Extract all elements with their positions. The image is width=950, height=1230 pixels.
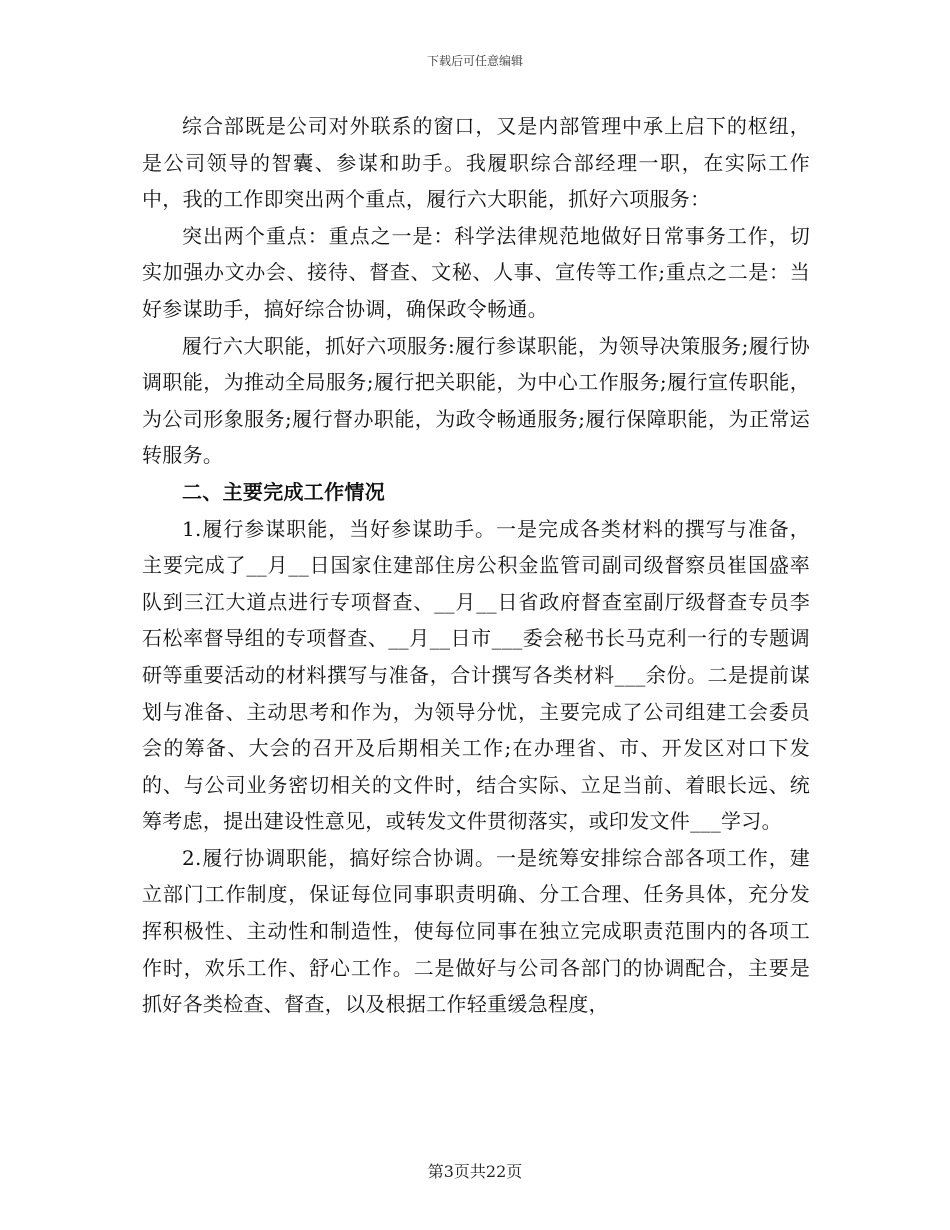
paragraph-item-2: 2.履行协调职能，搞好综合协调。一是统筹安排综合部各项工作，建立部门工作制度，保证每位同事职责明确、分工合理、任务具体，充分发挥积极性、主动性和制造性，使每位同事在独立完成职责范围内的各项工作时，欢乐工作、舒心工作。二是做好与公司各部门的协调配合，主要是抓好各类检查、督查，以及根据工作轻重缓急程度，: [142, 845, 810, 1017]
document-body: [142, 108, 810, 1023]
page-number: 第3页共22页: [427, 1162, 523, 1181]
paragraph-two-priorities: 突出两个重点：重点之一是：科学法律规范地做好日常事务工作，切实加强办文办会、接待、督查、文秘、人事、宣传等工作;重点之二是：当好参谋助手，搞好综合协调，确保政令畅通。: [142, 223, 810, 321]
paragraph-intro: 综合部既是公司对外联系的窗口，又是内部管理中承上启下的枢纽，是公司领导的智囊、参谋和助手。我履职综合部经理一职，在实际工作中，我的工作即突出两个重点，履行六大职能，抓好六项服务：: [142, 114, 810, 212]
paragraph-item-1: 1.履行参谋职能，当好参谋助手。一是完成各类材料的撰写与准备，主要完成了__月__日国家住建部住房公积金监管司副司级督察员崔国盛率队到三江大道点进行专项督查、__月__日省政府督查室副厅级督查专员李石松率督导组的专项督查、__月__日市___委会秘书长马克利一行的专题调研等重要活动的材料撰写与准备，合计撰写各类材料___余份。二是提前谋划与准备、主动思考和作为，为领导分忧，主要完成了公司组建工会委员会的筹备、大会的召开及后期相关工作;在办理省、市、开发区对口下发的、与公司业务密切相关的文件时，结合实际、立足当前、着眼长远、统筹考虑，提出建设性意见，或转发文件贯彻落实，或印发文件___学习。: [142, 516, 810, 834]
paragraph-six-functions: 履行六大职能，抓好六项服务:履行参谋职能，为领导决策服务;履行协调职能，为推动全局服务;履行把关职能，为中心工作服务;履行宣传职能，为公司形象服务;履行督办职能，为政令畅通服务;履行保障职能，为正常运转服务。: [142, 333, 810, 468]
header-note: 下载后可任意编辑: [426, 54, 523, 68]
section-heading: 二、主要完成工作情况: [182, 479, 385, 504]
